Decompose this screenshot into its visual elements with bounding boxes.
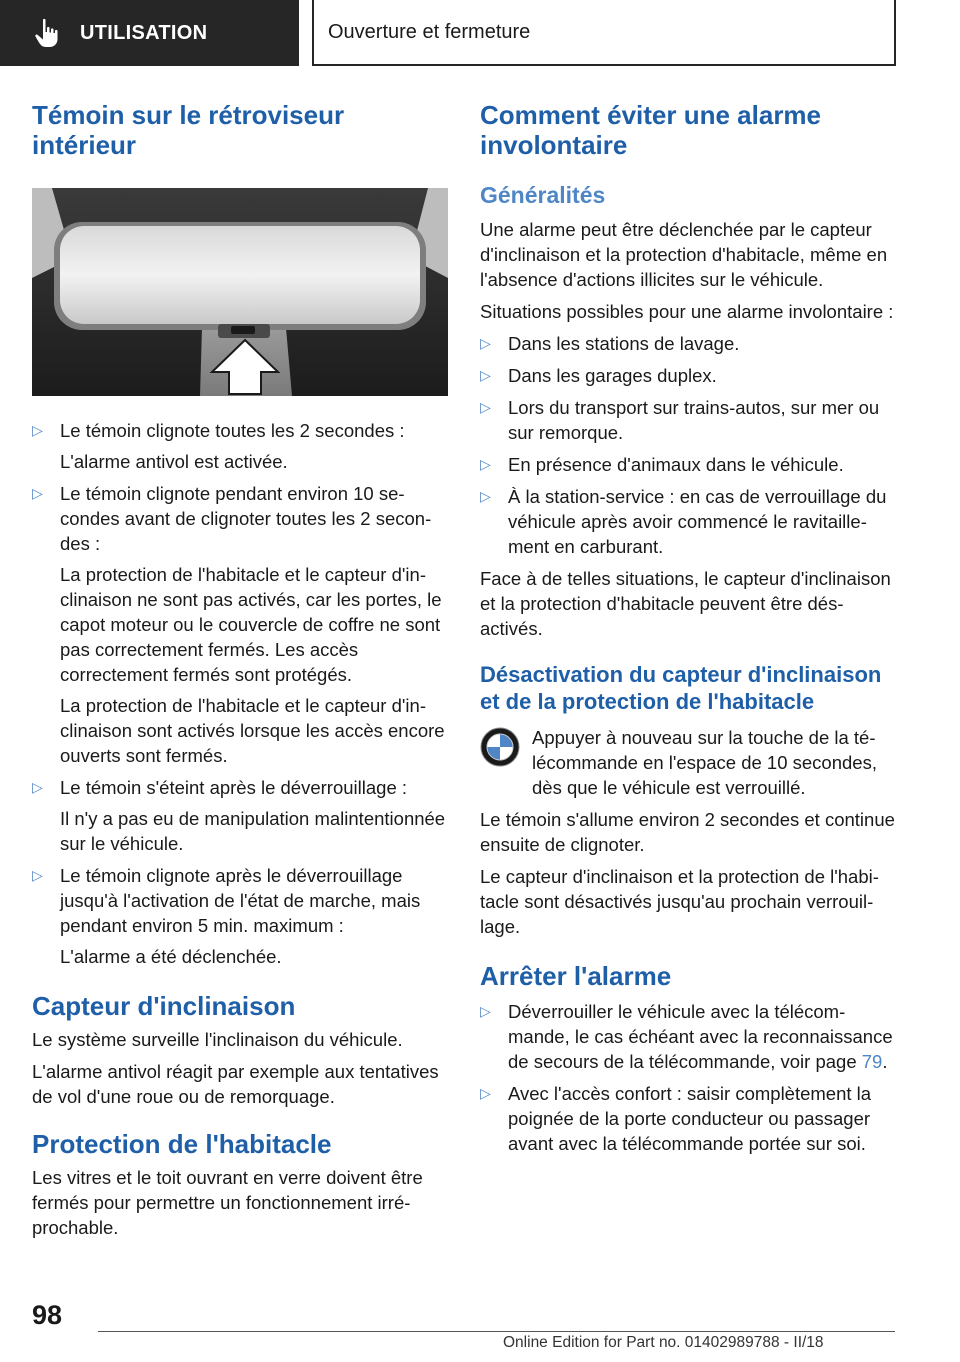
general-paragraph-1: Une alarme peut être déclenchée par le capteur d'inclinaison et la protection d'habitacle, même en l'absence d'actions illicites sur le véhicule. <box>480 219 888 290</box>
triangle-right-outline-icon: ▷ <box>480 1003 491 1019</box>
page-number: 98 <box>32 1300 63 1330</box>
general-paragraph-2: Situations possibles pour une alarme involontaire : <box>480 301 894 322</box>
subsection-tab <box>312 0 896 66</box>
cabin-paragraph-1: Les vitres et le toit ouvrant en verre doivent être fermés pour permettre un fonctionnement irréprochable. <box>32 1167 423 1238</box>
mirror-indicator-list <box>32 418 450 969</box>
list-item: ▷ Le témoin s'éteint après le déverrouillage : Il n'y a pas eu de manipulation malintentionnée sur le véhicule. <box>32 777 446 854</box>
heading-cabin-protection: Protection de l'habitacle <box>32 1129 332 1159</box>
triangle-right-outline-icon: ▷ <box>32 779 43 795</box>
list-item: ▷ En présence d'animaux dans le véhicule. <box>480 454 844 475</box>
deactivation-logo-row <box>480 725 900 800</box>
triangle-right-outline-icon: ▷ <box>32 867 43 883</box>
triangle-right-outline-icon: ▷ <box>32 422 43 438</box>
list-item: ▷ Dans les stations de lavage. <box>480 333 740 354</box>
page-link[interactable]: 79 <box>861 1051 883 1072</box>
bmw-logo-icon <box>480 727 520 772</box>
situations-list <box>480 331 900 559</box>
list-item: ▷ Déverrouiller le véhicule avec la télécommande, le cas échéant avec la reconnaissance de secours de la télécommande, voir page 79. <box>480 1001 893 1072</box>
list-item: ▷ Lors du transport sur trains-autos, sur mer ou sur remorque. <box>480 397 880 443</box>
list-item: ▷ Dans les garages duplex. <box>480 365 717 386</box>
triangle-right-outline-icon: ▷ <box>480 456 491 472</box>
section-title: UTILISATION <box>80 21 208 44</box>
hand-pointer-icon <box>30 16 64 50</box>
footer-divider <box>98 1331 895 1332</box>
section-tab <box>0 0 299 66</box>
list-item: ▷ Le témoin clignote après le déverrouillage jusqu'à l'activation de l'état de marche, mais pendant environ 5 min. maximum : L'alarme a été déclenchée. <box>32 865 421 967</box>
heading-stop-alarm: Arrêter l'alarme <box>480 961 672 991</box>
deactivation-paragraph-3: Le capteur d'inclinaison et la protection de l'habitacle sont désactivés jusqu'au prochain verrouillage. <box>480 866 879 937</box>
heading-avoid-alarm: Comment éviter une alarme involontaire <box>480 100 822 160</box>
page-header <box>0 0 960 66</box>
triangle-right-outline-icon: ▷ <box>32 485 43 501</box>
triangle-right-outline-icon: ▷ <box>480 367 491 383</box>
deactivation-paragraph-2: Le témoin s'allume environ 2 secondes et continue ensuite de clignoter. <box>480 809 895 855</box>
stop-alarm-list <box>480 999 900 1156</box>
general-paragraph-3: Face à de telles situations, le capteur d'inclinaison et la protection d'habitacle peuvent être désactivés. <box>480 568 891 639</box>
heading-mirror-indicator: Témoin sur le rétroviseur intérieur <box>32 100 345 160</box>
triangle-right-outline-icon: ▷ <box>480 399 491 415</box>
tilt-paragraph-1: Le système surveille l'inclinaison du véhicule. <box>32 1029 403 1050</box>
list-item: ▷ Avec l'accès confort : saisir complètement la poignée de la porte conducteur ou passager avant avec la télécommande portée sur soi. <box>480 1083 872 1154</box>
list-item: ▷ À la station-service : en cas de verrouillage du véhicule après avoir commencé le ravitaillement en carburant. <box>480 486 887 557</box>
triangle-right-outline-icon: ▷ <box>480 335 491 351</box>
list-item: ▷ Le témoin clignote pendant environ 10 secondes avant de clignoter toutes les 2 secondes : La protection de l'habitacle et le capteur d'inclinaison ne sont pas activés, car les portes, le capot moteur ou le couvercle de coffre ne sont pas correctement fermés. Les accès correctement fermés sont protégés. La protection de l'habitacle et le capteur d'inclinaison sont activés lorsque les accès encore ouverts sont fermés. <box>32 483 445 766</box>
heading-deactivation: Désactivation du capteur d'inclinaison et de la protection de l'habitacle <box>480 662 882 714</box>
left-column <box>32 100 450 1247</box>
mirror-illustration <box>32 188 448 396</box>
deactivation-paragraph-1: Appuyer à nouveau sur la touche de la télécommande en l'espace de 10 secondes, dès que le véhicule est verrouillé. <box>532 727 877 798</box>
heading-general: Généralités <box>480 182 606 208</box>
triangle-right-outline-icon: ▷ <box>480 488 491 504</box>
footer-edition: Online Edition for Part no. 01402989788 - II/18 <box>503 1334 824 1351</box>
triangle-right-outline-icon: ▷ <box>480 1085 491 1101</box>
tilt-paragraph-2: L'alarme antivol réagit par exemple aux tentatives de vol d'une roue ou de remorquage. <box>32 1061 439 1107</box>
heading-tilt-sensor: Capteur d'inclinaison <box>32 991 296 1021</box>
right-column <box>480 100 900 1163</box>
list-item: ▷ Le témoin clignote toutes les 2 secondes : L'alarme antivol est activée. <box>32 420 405 472</box>
subsection-title: Ouverture et fermeture <box>328 20 531 43</box>
